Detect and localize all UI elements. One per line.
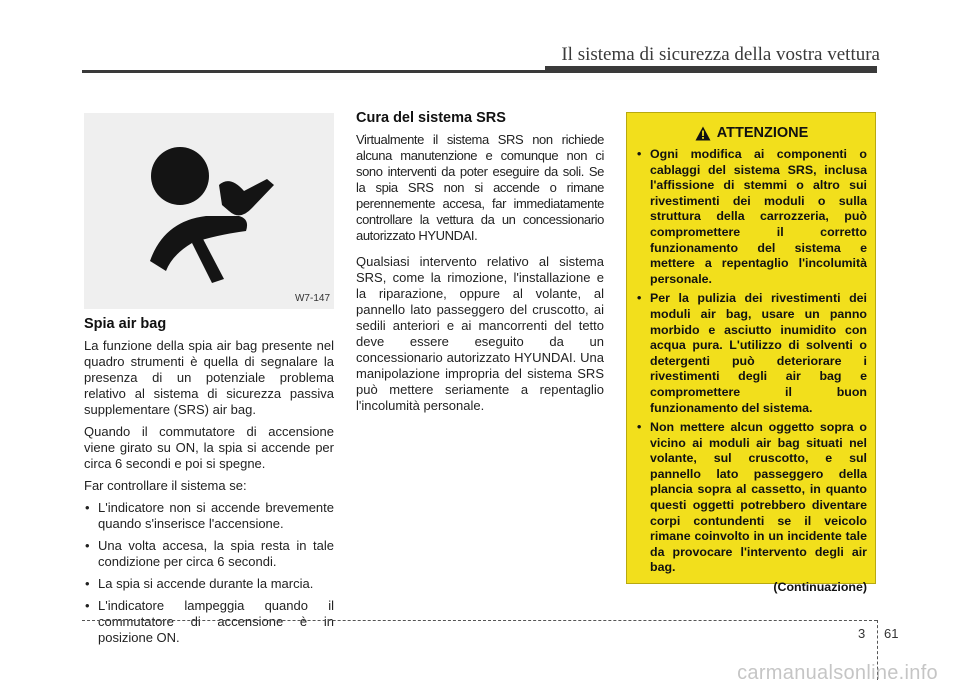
watermark: carmanualsonline.info xyxy=(737,662,938,684)
airbag-warning-icon xyxy=(84,113,334,309)
section-heading-srs-care: Cura del sistema SRS xyxy=(356,110,506,126)
list-item: • Ogni modifica ai componenti o cablaggi del sistema SRS, inclusa l'affissione di stemmi o altro sui rivestimenti dei moduli o sulla struttura della carrozzeria, può compromettere il corretto funzionamento del sistema e mettere a repentaglio l'incolumità personale. xyxy=(636,147,867,287)
airbag-warning-figure xyxy=(84,113,334,309)
warning-box xyxy=(626,112,876,595)
footer-rule xyxy=(82,620,877,621)
warning-title: ATTENZIONE xyxy=(716,125,809,141)
warning-header xyxy=(636,125,867,141)
list-item: • Per la pulizia dei rivestimenti dei moduli air bag, usare un panno morbido e asciutto inumidito con acqua pura. L'utilizzo di solventi o detergenti può deteriorare i rivestimenti degli air bag e compromettere il buon funzionamento del sistema. xyxy=(636,291,867,416)
figure-code: W7-147 xyxy=(294,293,330,304)
section-heading-airbag-light: Spia air bag xyxy=(84,316,167,332)
list-item: • L'indicatore lampeggia quando il commutatore di accensione è in posizione ON. xyxy=(84,598,334,646)
header-rule-accent xyxy=(545,66,877,73)
middle-column xyxy=(356,110,604,420)
paragraph: La funzione della spia air bag presente nel quadro strumenti è quella di segnalare la presenza di un potenziale problema relativo al sistema di sicurezza passiva supplementare (SRS) air bag. xyxy=(84,338,334,417)
list-item: • L'indicatore non si accende brevemente quando s'inserisce l'accensione. xyxy=(84,500,334,532)
page-number: 61 xyxy=(884,626,899,641)
continued-label: (Continuazione) xyxy=(773,580,867,595)
check-list xyxy=(84,500,334,646)
list-item: • Non mettere alcun oggetto sopra o vicino ai moduli air bag situati nel volante, sul cruscotto, e sul pannello lato passeggero della plancia sopra al cassetto, in quanto questi oggetti potrebbero diventare corpi contundenti se il veicolo rimane coinvolto in un incidente tale da provocare l'intervento degli air bag. xyxy=(636,420,867,576)
left-column xyxy=(84,316,334,652)
list-item: • Una volta accesa, la spia resta in tale condizione per circa 6 secondi. xyxy=(84,538,334,570)
paragraph: Virtualmente il sistema SRS non richiede alcuna manutenzione e comunque non ci sono interventi da poter eseguire da soli. Se la spia SRS non si accende o rimane perennemente accesa, far immediatamente controllare la vettura da un concessionario autorizzato HYUNDAI. xyxy=(356,132,604,243)
warning-list xyxy=(636,147,867,576)
list-item: • La spia si accende durante la marcia. xyxy=(84,576,334,592)
paragraph: Qualsiasi intervento relativo al sistema SRS, come la rimozione, l'installazione e la riparazione, oppure al volante, al pannello lato passeggero del cruscotto, ai sedili anteriori e ai mancorrenti del tetto deve essere eseguito da un concessionario autorizzato HYUNDAI. Una manipolazione impropria del sistema SRS può mettere seriamente a repentaglio l'incolumità personale. xyxy=(356,254,604,413)
chapter-number: 3 xyxy=(858,626,866,641)
page-header-title: Il sistema di sicurezza della vostra vettura xyxy=(561,44,880,65)
warning-triangle-icon xyxy=(695,126,711,141)
paragraph: Far controllare il sistema se: xyxy=(84,478,247,493)
paragraph: Quando il commutatore di accensione viene girato su ON, la spia si accende per circa 6 secondi e poi si spegne. xyxy=(84,424,334,471)
